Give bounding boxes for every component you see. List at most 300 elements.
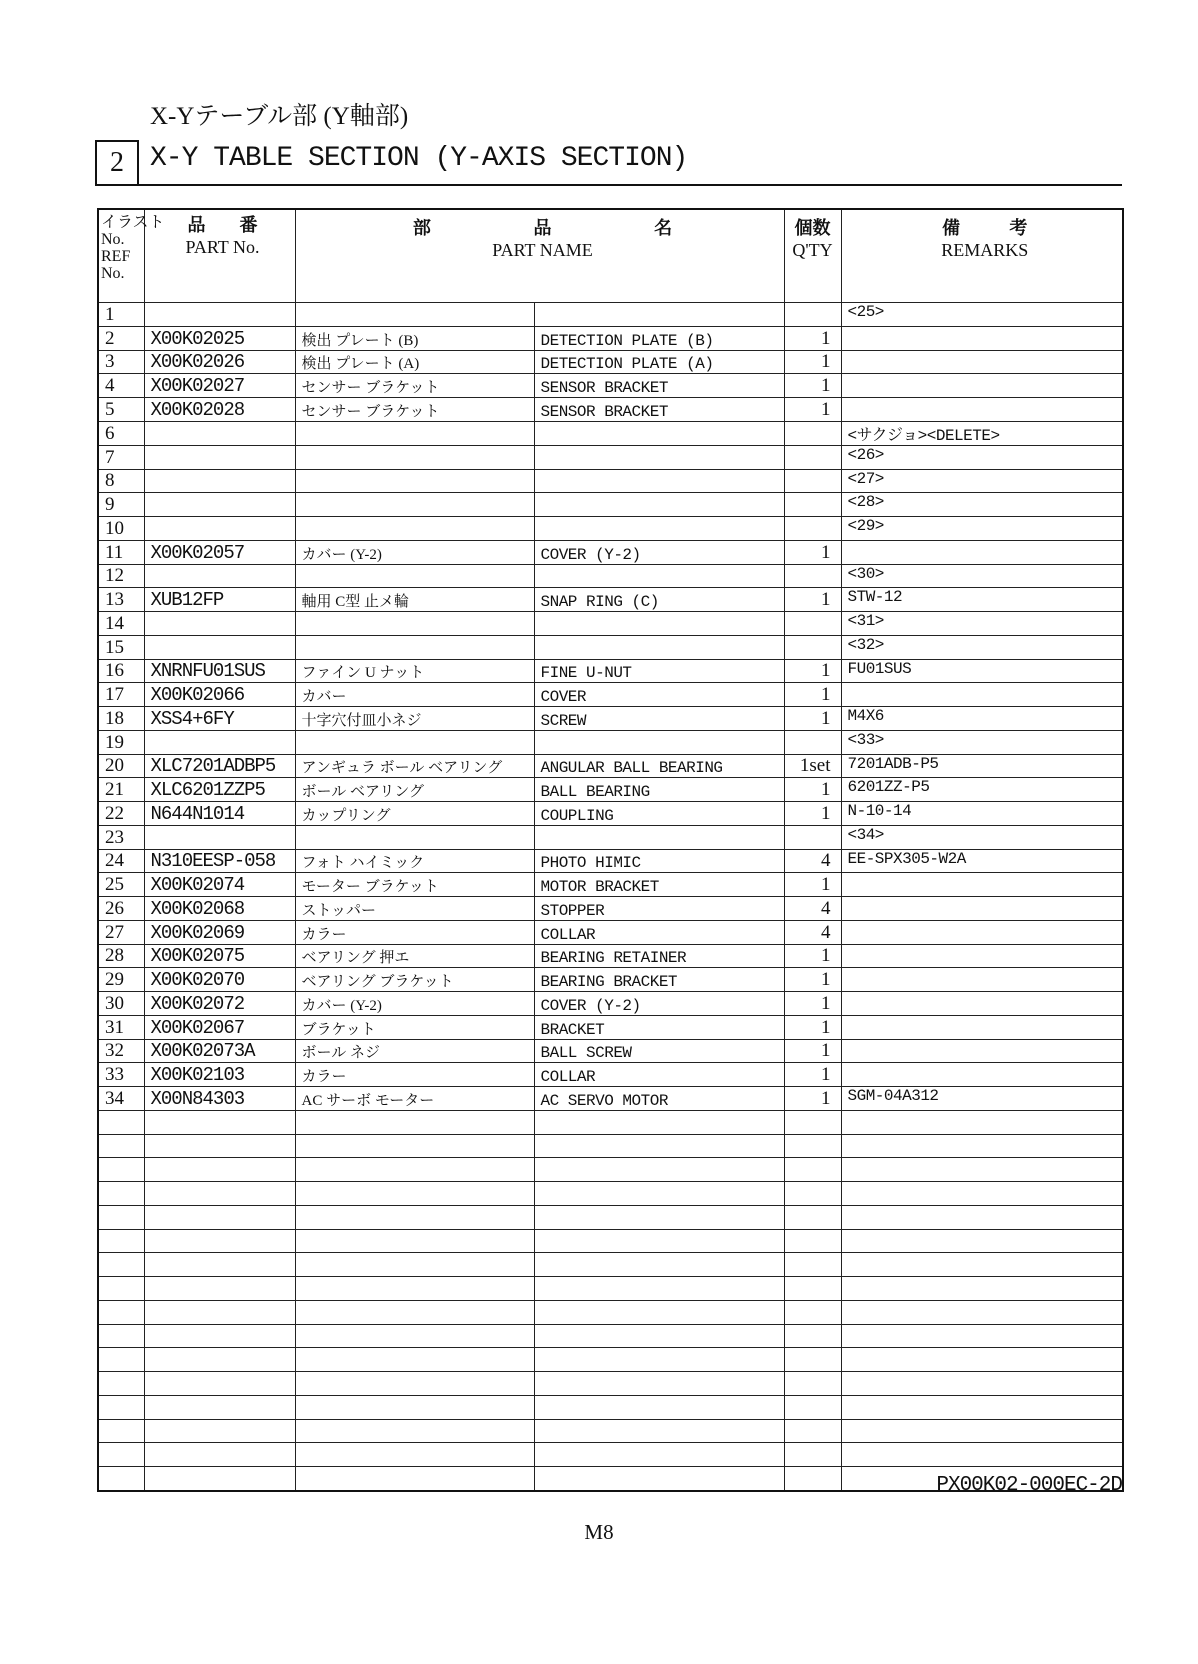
cell-part-name-en xyxy=(534,421,784,445)
cell-part-no xyxy=(144,730,295,754)
cell-part-name-jp xyxy=(295,421,534,445)
cell-part-no xyxy=(144,469,295,493)
table-row xyxy=(98,849,1123,873)
cell-part-name-en: COVER (Y-2) xyxy=(534,992,784,1016)
cell-part-name-en: COVER (Y-2) xyxy=(534,540,784,564)
cell-part-no: XLC6201ZZP5 xyxy=(144,778,295,802)
cell-remarks xyxy=(841,873,1123,897)
cell-ref-no: 18 xyxy=(98,707,144,731)
empty-cell xyxy=(98,1229,144,1253)
cell-remarks xyxy=(841,1039,1123,1063)
cell-part-no: N310EESP-058 xyxy=(144,849,295,873)
cell-qty: 1 xyxy=(784,540,841,564)
empty-cell xyxy=(841,1443,1123,1467)
cell-part-name-en: SNAP RING (C) xyxy=(534,588,784,612)
cell-part-name-en: PHOTO HIMIC xyxy=(534,849,784,873)
cell-part-no: X00K02067 xyxy=(144,1015,295,1039)
cell-ref-no: 3 xyxy=(98,350,144,374)
cell-part-name-en: BEARING BRACKET xyxy=(534,968,784,992)
table-row xyxy=(98,398,1123,422)
cell-part-no: XUB12FP xyxy=(144,588,295,612)
cell-qty: 1 xyxy=(784,1015,841,1039)
empty-cell xyxy=(841,1348,1123,1372)
empty-cell xyxy=(144,1205,295,1229)
cell-part-name-jp: 軸用 C型 止メ輪 xyxy=(295,588,534,612)
cell-ref-no: 6 xyxy=(98,421,144,445)
table-row xyxy=(98,802,1123,826)
cell-part-name-jp: AC サーボ モーター xyxy=(295,1087,534,1111)
empty-cell xyxy=(295,1443,534,1467)
empty-table-row xyxy=(98,1110,1123,1134)
cell-part-name-en xyxy=(534,517,784,541)
cell-part-name-en: COLLAR xyxy=(534,1063,784,1087)
empty-cell xyxy=(784,1158,841,1182)
cell-qty xyxy=(784,564,841,588)
cell-part-name-jp xyxy=(295,469,534,493)
cell-part-no xyxy=(144,493,295,517)
empty-table-row xyxy=(98,1324,1123,1348)
cell-part-name-en: DETECTION PLATE (B) xyxy=(534,326,784,350)
empty-cell xyxy=(534,1419,784,1443)
empty-cell xyxy=(98,1277,144,1301)
cell-part-no: XLC7201ADBP5 xyxy=(144,754,295,778)
table-row xyxy=(98,350,1123,374)
header-remarks-jp-2: 考 xyxy=(1009,218,1028,238)
cell-qty: 1 xyxy=(784,944,841,968)
cell-part-name-en xyxy=(534,469,784,493)
cell-ref-no: 25 xyxy=(98,873,144,897)
empty-cell xyxy=(841,1324,1123,1348)
cell-part-no: X00K02075 xyxy=(144,944,295,968)
cell-qty xyxy=(784,445,841,469)
table-row xyxy=(98,778,1123,802)
header-remarks-jp-1: 備 xyxy=(942,218,961,238)
cell-part-name-en: SCREW xyxy=(534,707,784,731)
header-ref-jp: イラスト xyxy=(101,214,165,231)
cell-ref-no: 22 xyxy=(98,802,144,826)
cell-part-no: N644N1014 xyxy=(144,802,295,826)
cell-part-no xyxy=(144,564,295,588)
cell-part-name-jp: ストッパー xyxy=(295,897,534,921)
header-part-name-jp-3: 名 xyxy=(654,218,673,238)
cell-ref-no: 2 xyxy=(98,326,144,350)
cell-part-name-jp: フォト ハイミック xyxy=(295,849,534,873)
empty-cell xyxy=(295,1158,534,1182)
empty-cell xyxy=(841,1205,1123,1229)
empty-cell xyxy=(144,1324,295,1348)
cell-part-no: X00K02066 xyxy=(144,683,295,707)
cell-part-no: X00K02026 xyxy=(144,350,295,374)
empty-cell xyxy=(534,1277,784,1301)
table-row xyxy=(98,659,1123,683)
table-row xyxy=(98,303,1123,327)
cell-qty: 4 xyxy=(784,897,841,921)
cell-remarks: <サクジョ><DELETE> xyxy=(841,421,1123,445)
empty-cell xyxy=(534,1324,784,1348)
parts-table-body xyxy=(98,303,1123,1492)
empty-cell xyxy=(534,1372,784,1396)
empty-cell xyxy=(295,1253,534,1277)
table-row xyxy=(98,564,1123,588)
cell-part-no: X00K02069 xyxy=(144,920,295,944)
cell-qty: 1 xyxy=(784,802,841,826)
cell-part-no: X00K02068 xyxy=(144,897,295,921)
cell-part-name-en: STOPPER xyxy=(534,897,784,921)
empty-cell xyxy=(841,1134,1123,1158)
table-row xyxy=(98,612,1123,636)
empty-cell xyxy=(784,1372,841,1396)
cell-part-name-en: ANGULAR BALL BEARING xyxy=(534,754,784,778)
header-part-no-jp-1: 品 xyxy=(187,215,206,235)
cell-remarks: <31> xyxy=(841,612,1123,636)
cell-remarks: <29> xyxy=(841,517,1123,541)
cell-qty xyxy=(784,517,841,541)
cell-remarks xyxy=(841,1063,1123,1087)
cell-ref-no: 33 xyxy=(98,1063,144,1087)
cell-qty: 4 xyxy=(784,849,841,873)
cell-ref-no: 21 xyxy=(98,778,144,802)
cell-remarks: 7201ADB-P5 xyxy=(841,754,1123,778)
cell-qty xyxy=(784,469,841,493)
cell-part-name-jp xyxy=(295,564,534,588)
table-row xyxy=(98,421,1123,445)
cell-part-name-en: SENSOR BRACKET xyxy=(534,398,784,422)
cell-part-no: X00K02070 xyxy=(144,968,295,992)
empty-cell xyxy=(144,1372,295,1396)
cell-part-no xyxy=(144,517,295,541)
cell-ref-no: 15 xyxy=(98,635,144,659)
table-row xyxy=(98,540,1123,564)
cell-ref-no: 14 xyxy=(98,612,144,636)
cell-part-name-jp: ファイン U ナット xyxy=(295,659,534,683)
cell-part-name-jp: ボール ネジ xyxy=(295,1039,534,1063)
empty-cell xyxy=(784,1182,841,1206)
header-qty xyxy=(784,209,841,303)
empty-cell xyxy=(98,1395,144,1419)
empty-cell xyxy=(295,1348,534,1372)
empty-cell xyxy=(144,1158,295,1182)
cell-remarks: <32> xyxy=(841,635,1123,659)
cell-ref-no: 1 xyxy=(98,303,144,327)
cell-part-name-en: FINE U-NUT xyxy=(534,659,784,683)
cell-remarks: FU01SUS xyxy=(841,659,1123,683)
cell-qty xyxy=(784,303,841,327)
cell-remarks: STW-12 xyxy=(841,588,1123,612)
cell-part-name-jp xyxy=(295,445,534,469)
cell-part-no: X00K02073A xyxy=(144,1039,295,1063)
cell-ref-no: 7 xyxy=(98,445,144,469)
empty-cell xyxy=(144,1443,295,1467)
table-row xyxy=(98,1015,1123,1039)
cell-part-name-jp xyxy=(295,635,534,659)
cell-part-name-en xyxy=(534,445,784,469)
empty-cell xyxy=(784,1229,841,1253)
empty-cell xyxy=(534,1110,784,1134)
empty-cell xyxy=(784,1419,841,1443)
empty-cell xyxy=(841,1277,1123,1301)
cell-remarks xyxy=(841,897,1123,921)
cell-qty: 1 xyxy=(784,1087,841,1111)
cell-part-name-en xyxy=(534,493,784,517)
cell-remarks: <26> xyxy=(841,445,1123,469)
cell-part-no: X00K02103 xyxy=(144,1063,295,1087)
empty-cell xyxy=(295,1372,534,1396)
header-part-name-jp-2: 品 xyxy=(533,218,552,238)
empty-cell xyxy=(784,1205,841,1229)
empty-cell xyxy=(98,1134,144,1158)
cell-remarks: M4X6 xyxy=(841,707,1123,731)
empty-cell xyxy=(98,1158,144,1182)
table-row xyxy=(98,730,1123,754)
japanese-section-title: X-Yテーブル部 (Y軸部) xyxy=(150,103,409,130)
cell-part-name-jp: カップリング xyxy=(295,802,534,826)
cell-ref-no: 30 xyxy=(98,992,144,1016)
cell-qty xyxy=(784,493,841,517)
cell-remarks: <27> xyxy=(841,469,1123,493)
cell-ref-no: 19 xyxy=(98,730,144,754)
cell-part-name-en xyxy=(534,303,784,327)
cell-part-no xyxy=(144,825,295,849)
cell-part-no: XSS4+6FY xyxy=(144,707,295,731)
cell-part-name-jp xyxy=(295,612,534,636)
cell-remarks xyxy=(841,920,1123,944)
cell-qty: 1 xyxy=(784,968,841,992)
empty-table-row xyxy=(98,1277,1123,1301)
empty-cell xyxy=(295,1205,534,1229)
cell-qty: 1 xyxy=(784,350,841,374)
cell-ref-no: 29 xyxy=(98,968,144,992)
table-row xyxy=(98,920,1123,944)
cell-part-no xyxy=(144,445,295,469)
cell-remarks xyxy=(841,1015,1123,1039)
page-number: M8 xyxy=(584,1520,614,1544)
cell-part-name-en xyxy=(534,825,784,849)
empty-cell xyxy=(144,1253,295,1277)
cell-part-name-jp: 検出 プレート (A) xyxy=(295,350,534,374)
cell-part-name-en: SENSOR BRACKET xyxy=(534,374,784,398)
cell-part-no: X00K02057 xyxy=(144,540,295,564)
empty-cell xyxy=(98,1182,144,1206)
cell-remarks xyxy=(841,374,1123,398)
title-underline xyxy=(139,184,1122,186)
parts-list-table xyxy=(97,208,1124,1492)
empty-cell xyxy=(534,1158,784,1182)
cell-part-name-jp: 検出 プレート (B) xyxy=(295,326,534,350)
empty-cell xyxy=(98,1110,144,1134)
empty-table-row xyxy=(98,1205,1123,1229)
section-number-box: 2 xyxy=(95,140,139,186)
empty-cell xyxy=(98,1443,144,1467)
cell-qty: 1 xyxy=(784,683,841,707)
cell-ref-no: 16 xyxy=(98,659,144,683)
empty-cell xyxy=(295,1229,534,1253)
empty-cell xyxy=(784,1300,841,1324)
cell-ref-no: 23 xyxy=(98,825,144,849)
cell-qty: 1 xyxy=(784,992,841,1016)
cell-ref-no: 10 xyxy=(98,517,144,541)
cell-qty: 1 xyxy=(784,588,841,612)
empty-cell xyxy=(841,1158,1123,1182)
cell-remarks xyxy=(841,683,1123,707)
cell-ref-no: 5 xyxy=(98,398,144,422)
cell-part-name-en xyxy=(534,730,784,754)
empty-cell xyxy=(534,1182,784,1206)
empty-cell xyxy=(144,1467,295,1491)
cell-part-name-jp: ベアリング 押エ xyxy=(295,944,534,968)
cell-remarks: <34> xyxy=(841,825,1123,849)
cell-part-name-en: AC SERVO MOTOR xyxy=(534,1087,784,1111)
header-ref-no-label: No. xyxy=(101,231,125,248)
table-row xyxy=(98,445,1123,469)
cell-qty: 1set xyxy=(784,754,841,778)
empty-cell xyxy=(144,1300,295,1324)
table-row xyxy=(98,374,1123,398)
empty-cell xyxy=(841,1372,1123,1396)
table-row xyxy=(98,1087,1123,1111)
table-row xyxy=(98,1039,1123,1063)
cell-part-name-jp xyxy=(295,493,534,517)
empty-cell xyxy=(144,1110,295,1134)
table-row xyxy=(98,326,1123,350)
cell-part-name-jp: ボール ベアリング xyxy=(295,778,534,802)
cell-qty: 1 xyxy=(784,1063,841,1087)
empty-cell xyxy=(98,1372,144,1396)
table-row xyxy=(98,707,1123,731)
empty-cell xyxy=(98,1419,144,1443)
empty-cell xyxy=(295,1324,534,1348)
cell-part-name-en: BRACKET xyxy=(534,1015,784,1039)
cell-part-name-en: BALL BEARING xyxy=(534,778,784,802)
empty-cell xyxy=(144,1348,295,1372)
cell-ref-no: 8 xyxy=(98,469,144,493)
cell-part-no: X00N84303 xyxy=(144,1087,295,1111)
cell-part-name-jp: センサー ブラケット xyxy=(295,398,534,422)
empty-cell xyxy=(784,1134,841,1158)
cell-part-name-jp: センサー ブラケット xyxy=(295,374,534,398)
empty-cell xyxy=(98,1253,144,1277)
cell-remarks: <25> xyxy=(841,303,1123,327)
cell-remarks xyxy=(841,944,1123,968)
cell-part-name-en: MOTOR BRACKET xyxy=(534,873,784,897)
table-row xyxy=(98,825,1123,849)
header-part-name xyxy=(295,209,784,303)
cell-part-name-en: BEARING RETAINER xyxy=(534,944,784,968)
cell-qty xyxy=(784,635,841,659)
cell-part-name-jp xyxy=(295,517,534,541)
cell-ref-no: 17 xyxy=(98,683,144,707)
cell-part-no: X00K02027 xyxy=(144,374,295,398)
cell-remarks xyxy=(841,398,1123,422)
empty-cell xyxy=(784,1395,841,1419)
empty-table-row xyxy=(98,1443,1123,1467)
cell-part-name-en: COLLAR xyxy=(534,920,784,944)
empty-cell xyxy=(534,1395,784,1419)
table-row xyxy=(98,469,1123,493)
empty-table-row xyxy=(98,1134,1123,1158)
empty-cell xyxy=(144,1134,295,1158)
empty-cell xyxy=(534,1134,784,1158)
empty-table-row xyxy=(98,1229,1123,1253)
empty-cell xyxy=(841,1182,1123,1206)
empty-cell xyxy=(98,1348,144,1372)
empty-cell xyxy=(841,1395,1123,1419)
cell-part-no xyxy=(144,421,295,445)
cell-part-name-jp: カバー (Y-2) xyxy=(295,992,534,1016)
empty-cell xyxy=(784,1467,841,1491)
table-row xyxy=(98,968,1123,992)
cell-part-name-jp xyxy=(295,303,534,327)
cell-qty: 4 xyxy=(784,920,841,944)
cell-qty: 1 xyxy=(784,707,841,731)
empty-cell xyxy=(841,1419,1123,1443)
table-row xyxy=(98,1063,1123,1087)
cell-part-name-en xyxy=(534,612,784,636)
document-code: PX00K02-000EC-2D xyxy=(936,1474,1122,1497)
header-part-name-jp-1: 部 xyxy=(412,218,431,238)
cell-part-no: X00K02072 xyxy=(144,992,295,1016)
cell-part-name-en xyxy=(534,635,784,659)
empty-cell xyxy=(144,1419,295,1443)
empty-cell xyxy=(534,1205,784,1229)
empty-cell xyxy=(98,1300,144,1324)
cell-qty: 1 xyxy=(784,873,841,897)
header-ref-no xyxy=(98,209,165,303)
empty-cell xyxy=(841,1229,1123,1253)
cell-part-name-en: COUPLING xyxy=(534,802,784,826)
cell-ref-no: 9 xyxy=(98,493,144,517)
cell-qty xyxy=(784,421,841,445)
empty-cell xyxy=(534,1348,784,1372)
empty-cell xyxy=(534,1443,784,1467)
empty-cell xyxy=(144,1182,295,1206)
cell-part-name-en: COVER xyxy=(534,683,784,707)
cell-ref-no: 20 xyxy=(98,754,144,778)
table-row xyxy=(98,992,1123,1016)
empty-cell xyxy=(784,1348,841,1372)
table-row xyxy=(98,754,1123,778)
empty-cell xyxy=(534,1300,784,1324)
cell-remarks xyxy=(841,540,1123,564)
cell-ref-no: 11 xyxy=(98,540,144,564)
cell-part-name-jp: ブラケット xyxy=(295,1015,534,1039)
cell-part-name-jp: 十字穴付皿小ネジ xyxy=(295,707,534,731)
cell-ref-no: 28 xyxy=(98,944,144,968)
table-row xyxy=(98,683,1123,707)
table-header-row xyxy=(98,209,1123,303)
table-row xyxy=(98,517,1123,541)
cell-ref-no: 34 xyxy=(98,1087,144,1111)
cell-ref-no: 31 xyxy=(98,1015,144,1039)
cell-qty xyxy=(784,825,841,849)
header-qty-jp: 個数 xyxy=(794,218,831,238)
empty-cell xyxy=(784,1277,841,1301)
header-ref-en: REF xyxy=(101,248,131,265)
header-part-no-en: PART No. xyxy=(185,237,260,257)
empty-cell xyxy=(784,1110,841,1134)
empty-cell xyxy=(295,1182,534,1206)
cell-remarks xyxy=(841,326,1123,350)
cell-part-name-en: BALL SCREW xyxy=(534,1039,784,1063)
cell-part-name-jp: アンギュラ ボール ベアリング xyxy=(295,754,534,778)
cell-part-no: X00K02025 xyxy=(144,326,295,350)
header-part-no xyxy=(144,209,295,303)
cell-part-no: X00K02028 xyxy=(144,398,295,422)
empty-table-row xyxy=(98,1395,1123,1419)
cell-ref-no: 27 xyxy=(98,920,144,944)
cell-part-no: X00K02074 xyxy=(144,873,295,897)
cell-remarks: <33> xyxy=(841,730,1123,754)
table-row xyxy=(98,944,1123,968)
